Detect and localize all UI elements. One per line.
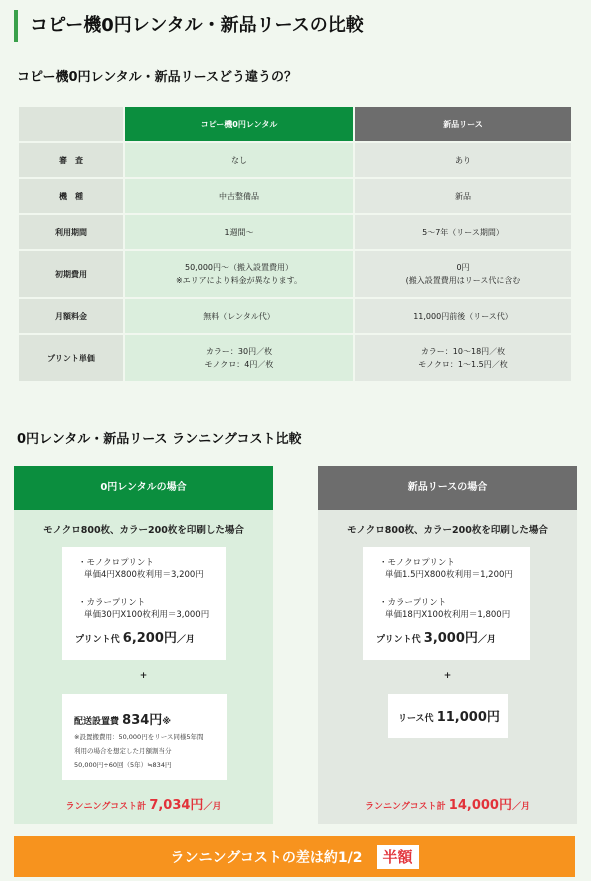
rental-shipping-note-3: 50,000円÷60回（5年）≒834円 [74,761,172,769]
row-label-monthly-fee: 月額料金 [19,299,123,333]
rental-shipping-note-2: 利用の場合を想定した月額割当分 [74,747,172,755]
lease-monthly-fee-cell: 11,000円前後（リース代） [355,299,571,333]
table-row [19,179,571,213]
rental-running-unit: ／月 [203,802,222,812]
column-header-rental: コピー機0円レンタル [125,107,353,141]
rental-color-label: ・カラープリント [78,598,146,608]
lease-panel-heading: 新品リースの場合 [318,466,577,510]
rental-print-total [75,627,195,646]
lease-running-value: 14,000円 [448,798,512,813]
row-label-initial-cost: 初期費用 [19,251,123,297]
lease-print-total-unit: ／月 [477,635,496,645]
lease-cost-panel [318,466,577,824]
lease-running-label: ランニングコスト計 [365,802,446,812]
lease-print-total-label: プリント代 [376,635,421,645]
lease-screening-cell: あり [355,143,571,177]
rental-print-price-cell: カラー：30円／枚 モノクロ：4円／枚 [125,335,353,381]
table-row [19,215,571,249]
table-row [19,251,571,297]
rental-shipping-value: 834円 [122,713,163,728]
row-label-print-price: プリント単価 [19,335,123,381]
lease-print-total [376,627,496,646]
lease-plus-sign: + [443,671,452,681]
lease-panel-condition: モノクロ800枚、カラー200枚を印刷した場合 [347,525,548,536]
page-title: コピー機0円レンタル・新品リースの比較 [14,10,364,42]
rental-shipping-total [74,709,171,728]
rental-panel-heading: 0円レンタルの場合 [14,466,273,510]
column-header-lease: 新品リース [355,107,571,141]
lease-model-cell: 新品 [355,179,571,213]
lease-initial-cost-cell: 0円 (搬入設置費用はリース代に含む [355,251,571,297]
rental-print-cost-box [62,547,226,660]
rental-initial-cost-cell: 50,000円～（搬入設置費用） ※エリアにより料金が異なります。 [125,251,353,297]
rental-shipping-note-1: ※設置搬費用：50,000円をリース同様5年間 [74,733,204,741]
rental-screening-cell: なし [125,143,353,177]
table-row [19,143,571,177]
rental-running-value: 7,034円 [149,798,204,813]
row-label-screening: 審 査 [19,143,123,177]
lease-period-cell: 5～7年（リース期間） [355,215,571,249]
rental-running-label: ランニングコスト計 [65,802,147,812]
section-heading-difference: コピー機0円レンタル・新品リースどう違うの？ [17,70,298,85]
banner-text: ランニングコストの差は約1/2 [170,849,363,866]
rental-print-total-unit: ／月 [176,635,195,645]
lease-fee-total [398,706,500,725]
lease-running-unit: ／月 [511,802,530,812]
rental-period-cell: 1週間～ [125,215,353,249]
section-heading-running-cost: 0円レンタル・新品リース ランニングコスト比較 [17,432,302,447]
rental-color-calc: 単価30円X100枚利用＝3,000円 [84,610,210,620]
half-price-badge: 半額 [377,845,419,869]
lease-mono-calc: 単価1.5円X800枚利用＝1,200円 [385,570,513,580]
rental-monthly-fee-cell: 無料（レンタル代） [125,299,353,333]
table-header-row [19,107,571,141]
rental-shipping-box [62,694,227,780]
lease-color-label: ・カラープリント [379,598,447,608]
rental-shipping-mark: ※ [162,717,172,727]
cost-difference-banner [14,836,575,877]
rental-print-total-value: 6,200円 [122,631,177,646]
table-row [19,299,571,333]
lease-mono-label: ・モノクロプリント [379,558,455,568]
lease-fee-label: リース代 [398,714,434,724]
rental-running-total [14,794,273,813]
lease-print-price-cell: カラー：10～18円／枚 モノクロ：1～1.5円／枚 [355,335,571,381]
rental-model-cell: 中古整備品 [125,179,353,213]
row-label-model: 機 種 [19,179,123,213]
lease-print-total-value: 3,000円 [423,631,478,646]
lease-fee-value: 11,000円 [436,710,500,725]
lease-color-calc: 単価18円X100枚利用＝1,800円 [385,610,511,620]
table-corner-cell [19,107,123,141]
rental-plus-sign: + [139,671,148,681]
row-label-period: 利用期間 [19,215,123,249]
table-row [19,335,571,381]
lease-fee-box [388,694,508,738]
lease-print-cost-box [363,547,530,660]
rental-mono-calc: 単価4円X800枚利用＝3,200円 [84,570,204,580]
rental-panel-condition: モノクロ800枚、カラー200枚を印刷した場合 [43,525,244,536]
lease-running-total [318,794,577,813]
rental-cost-panel [14,466,273,824]
rental-mono-label: ・モノクロプリント [78,558,154,568]
rental-shipping-label: 配送設置費 [74,717,120,727]
comparison-table [17,105,573,383]
rental-print-total-label: プリント代 [75,635,120,645]
